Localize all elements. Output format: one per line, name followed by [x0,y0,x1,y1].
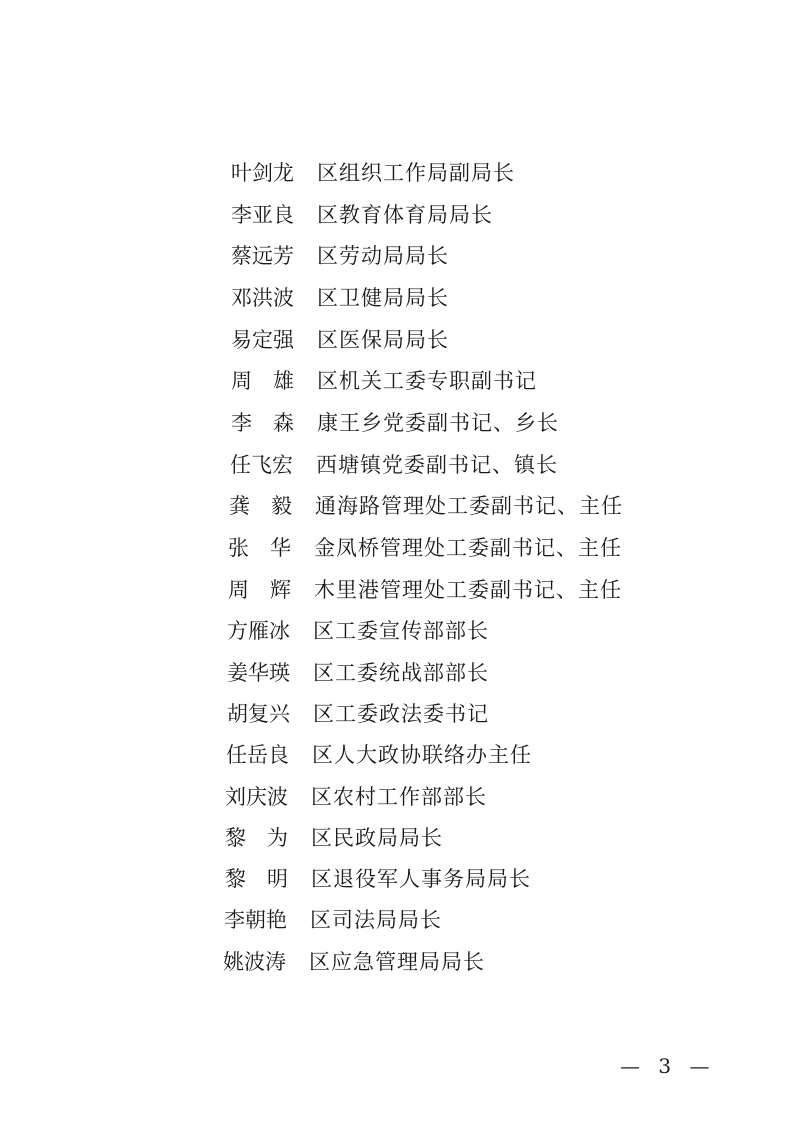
member-title: 区工委政法委书记 [313,702,489,726]
list-item [225,783,487,811]
member-name: 方雁冰 [227,619,290,643]
member-name: 任飞宏 [230,453,293,477]
member-name: 黎 明 [225,867,288,891]
list-item [231,409,559,437]
list-item [228,534,622,562]
member-title: 区工委统战部部长 [313,661,489,685]
member-name: 蔡远芳 [231,244,294,268]
list-item [227,659,489,687]
list-item [230,451,558,479]
member-name: 刘庆波 [225,785,288,809]
member-name: 姜华瑛 [227,661,290,685]
member-name: 黎 为 [225,826,288,850]
member-title: 西塘镇党委副书记、镇长 [316,453,558,477]
list-item [224,906,442,934]
member-title: 通海路管理处工委副书记、主任 [315,494,623,518]
list-item [223,948,485,976]
member-title: 金凤桥管理处工委副书记、主任 [314,536,622,560]
member-title: 区退役军人事务局局长 [311,867,531,891]
member-title: 区组织工作局副局长 [317,161,515,185]
member-title: 区司法局局长 [310,908,442,932]
list-item [227,700,489,728]
list-item [231,242,449,270]
member-title: 康王乡党委副书记、乡长 [317,411,559,435]
member-title: 区农村工作部部长 [311,785,487,809]
member-title: 区民政局局长 [311,826,443,850]
member-name: 李朝艳 [224,908,287,932]
member-title: 区工委宣传部部长 [313,619,489,643]
member-name: 张 华 [228,536,291,560]
member-name: 周 雄 [231,369,294,393]
member-title: 区人大政协联络办主任 [312,743,532,767]
member-title: 区劳动局局长 [317,244,449,268]
member-title: 区卫健局局长 [317,286,449,310]
member-name: 李 森 [231,411,294,435]
list-item [227,617,489,645]
member-title: 区教育体育局局长 [317,203,493,227]
member-title: 区应急管理局局长 [309,950,485,974]
member-name: 邓洪波 [231,286,294,310]
member-name: 周 辉 [228,578,291,602]
list-item [225,824,443,852]
list-item [231,201,493,229]
member-name: 叶剑龙 [231,161,294,185]
member-name: 姚波涛 [223,950,286,974]
member-title: 木里港管理处工委副书记、主任 [314,578,622,602]
member-name: 龚 毅 [229,494,292,518]
list-item [226,741,532,769]
list-item [225,865,531,893]
page-number: — 3 — [620,1054,716,1078]
list-item [231,159,515,187]
list-item [231,284,449,312]
member-name: 胡复兴 [227,702,290,726]
list-item [228,576,622,604]
member-name: 易定强 [231,328,294,352]
list-item [231,367,537,395]
member-title: 区机关工委专职副书记 [317,369,537,393]
member-name: 任岳良 [226,743,289,767]
member-title: 区医保局局长 [317,328,449,352]
member-name: 李亚良 [231,203,294,227]
list-item [231,326,449,354]
list-item [229,492,623,520]
